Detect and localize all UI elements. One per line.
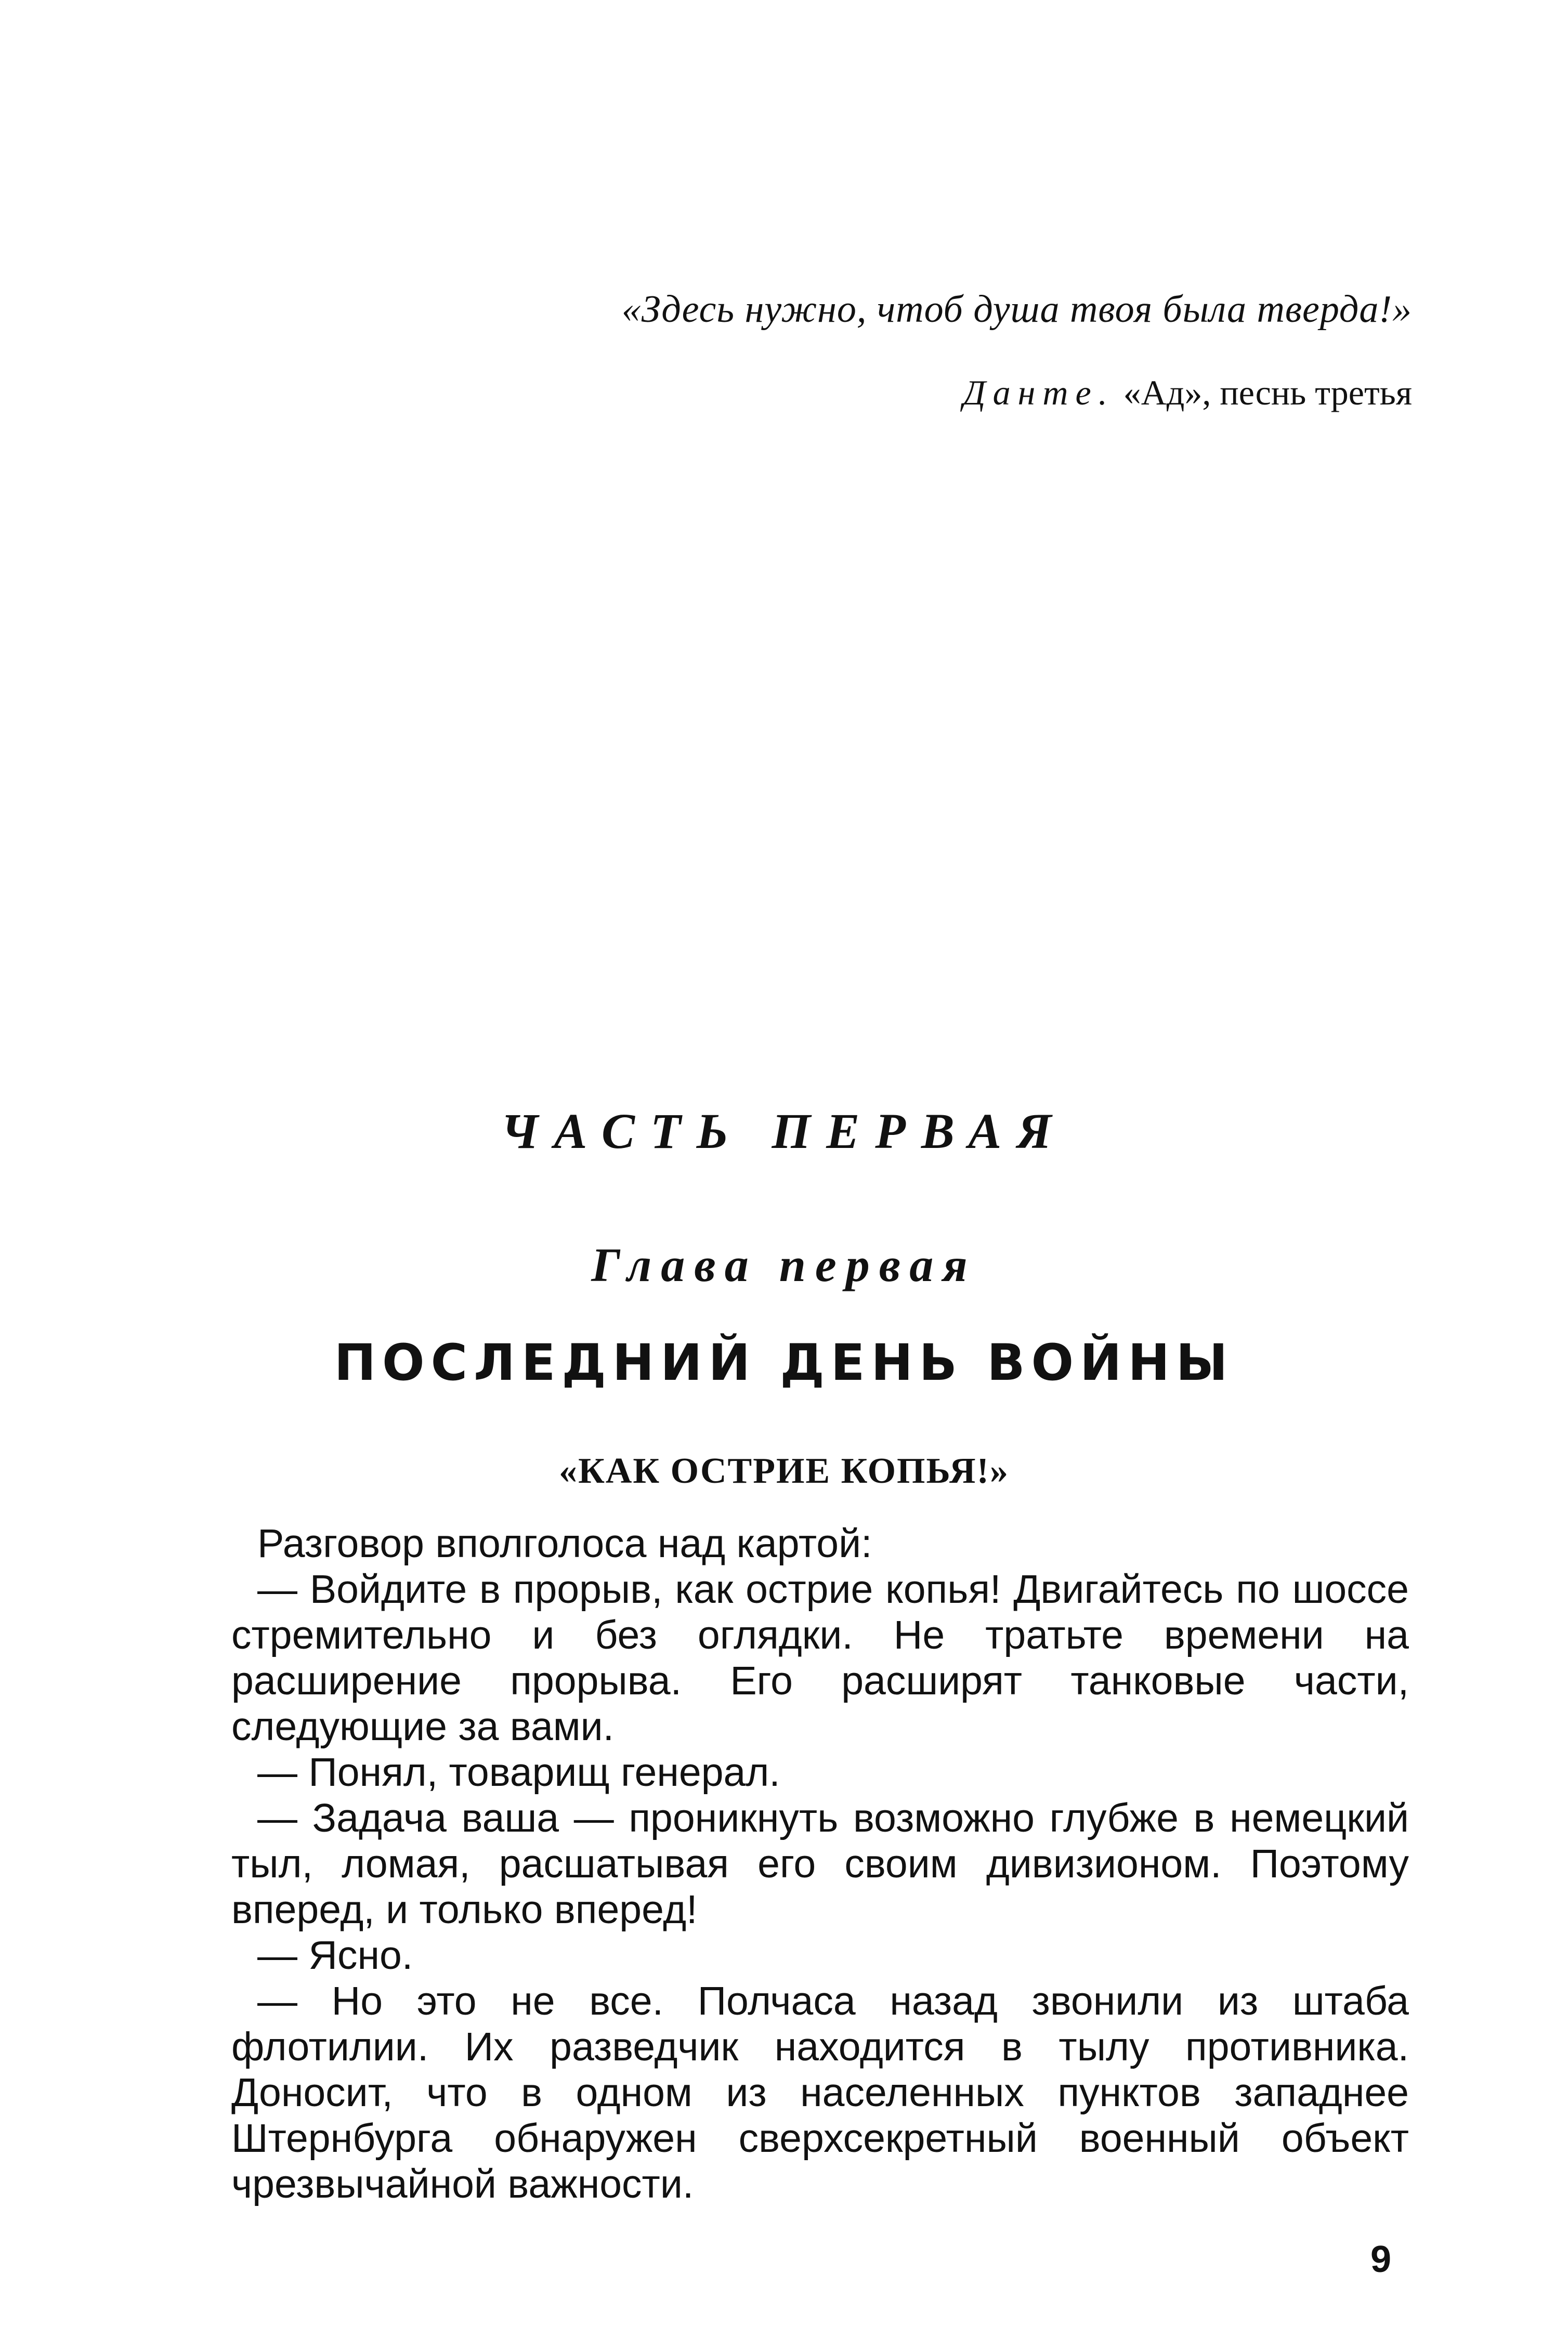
section-title: «КАК ОСТРИЕ КОПЬЯ!» [559,1451,1009,1491]
epigraph-source: «Ад», песнь третья [1123,373,1412,412]
part-title: ЧАСТЬ ПЕРВАЯ [501,1103,1067,1159]
paragraph: Разговор вполголоса над картой: [257,1521,872,1566]
epigraph-attribution [622,364,1412,421]
body-text [231,1521,1409,2207]
paragraph: — Войдите в прорыв, как острие копья! Двигайтесь по шоссе стремительно и без оглядки. Не тратьте времени на расширение прорыва. Его расширят танковые части, следующие за вами. [231,1567,1409,1749]
epigraph-quote: «Здесь нужно, чтоб душа твоя была тверда!» [621,288,1412,331]
chapter-title: ПОСЛЕДНИЙ ДЕНЬ ВОЙНЫ [334,1334,1234,1392]
paragraph: — Ясно. [257,1933,413,1978]
chapter-label: Глава первая [591,1238,977,1291]
epigraph [622,281,1412,421]
paragraph: — Задача ваша — проникнуть возможно глубже в немецкий тыл, ломая, расшатывая его своим дивизионом. Поэтому вперед, и только вперед! [231,1796,1409,1932]
epigraph-author: Данте. [963,373,1115,412]
page-number: 9 [1370,2239,1391,2280]
paragraph: — Понял, товарищ генерал. [257,1750,780,1795]
paragraph: — Но это не все. Полчаса назад звонили из штаба флотилии. Их разведчик находится в тылу противника. Доносит, что в одном из населенных пунктов западнее Штернбурга обнаружен сверхсекретный военный объект чрезвычайной важности. [231,1979,1409,2206]
